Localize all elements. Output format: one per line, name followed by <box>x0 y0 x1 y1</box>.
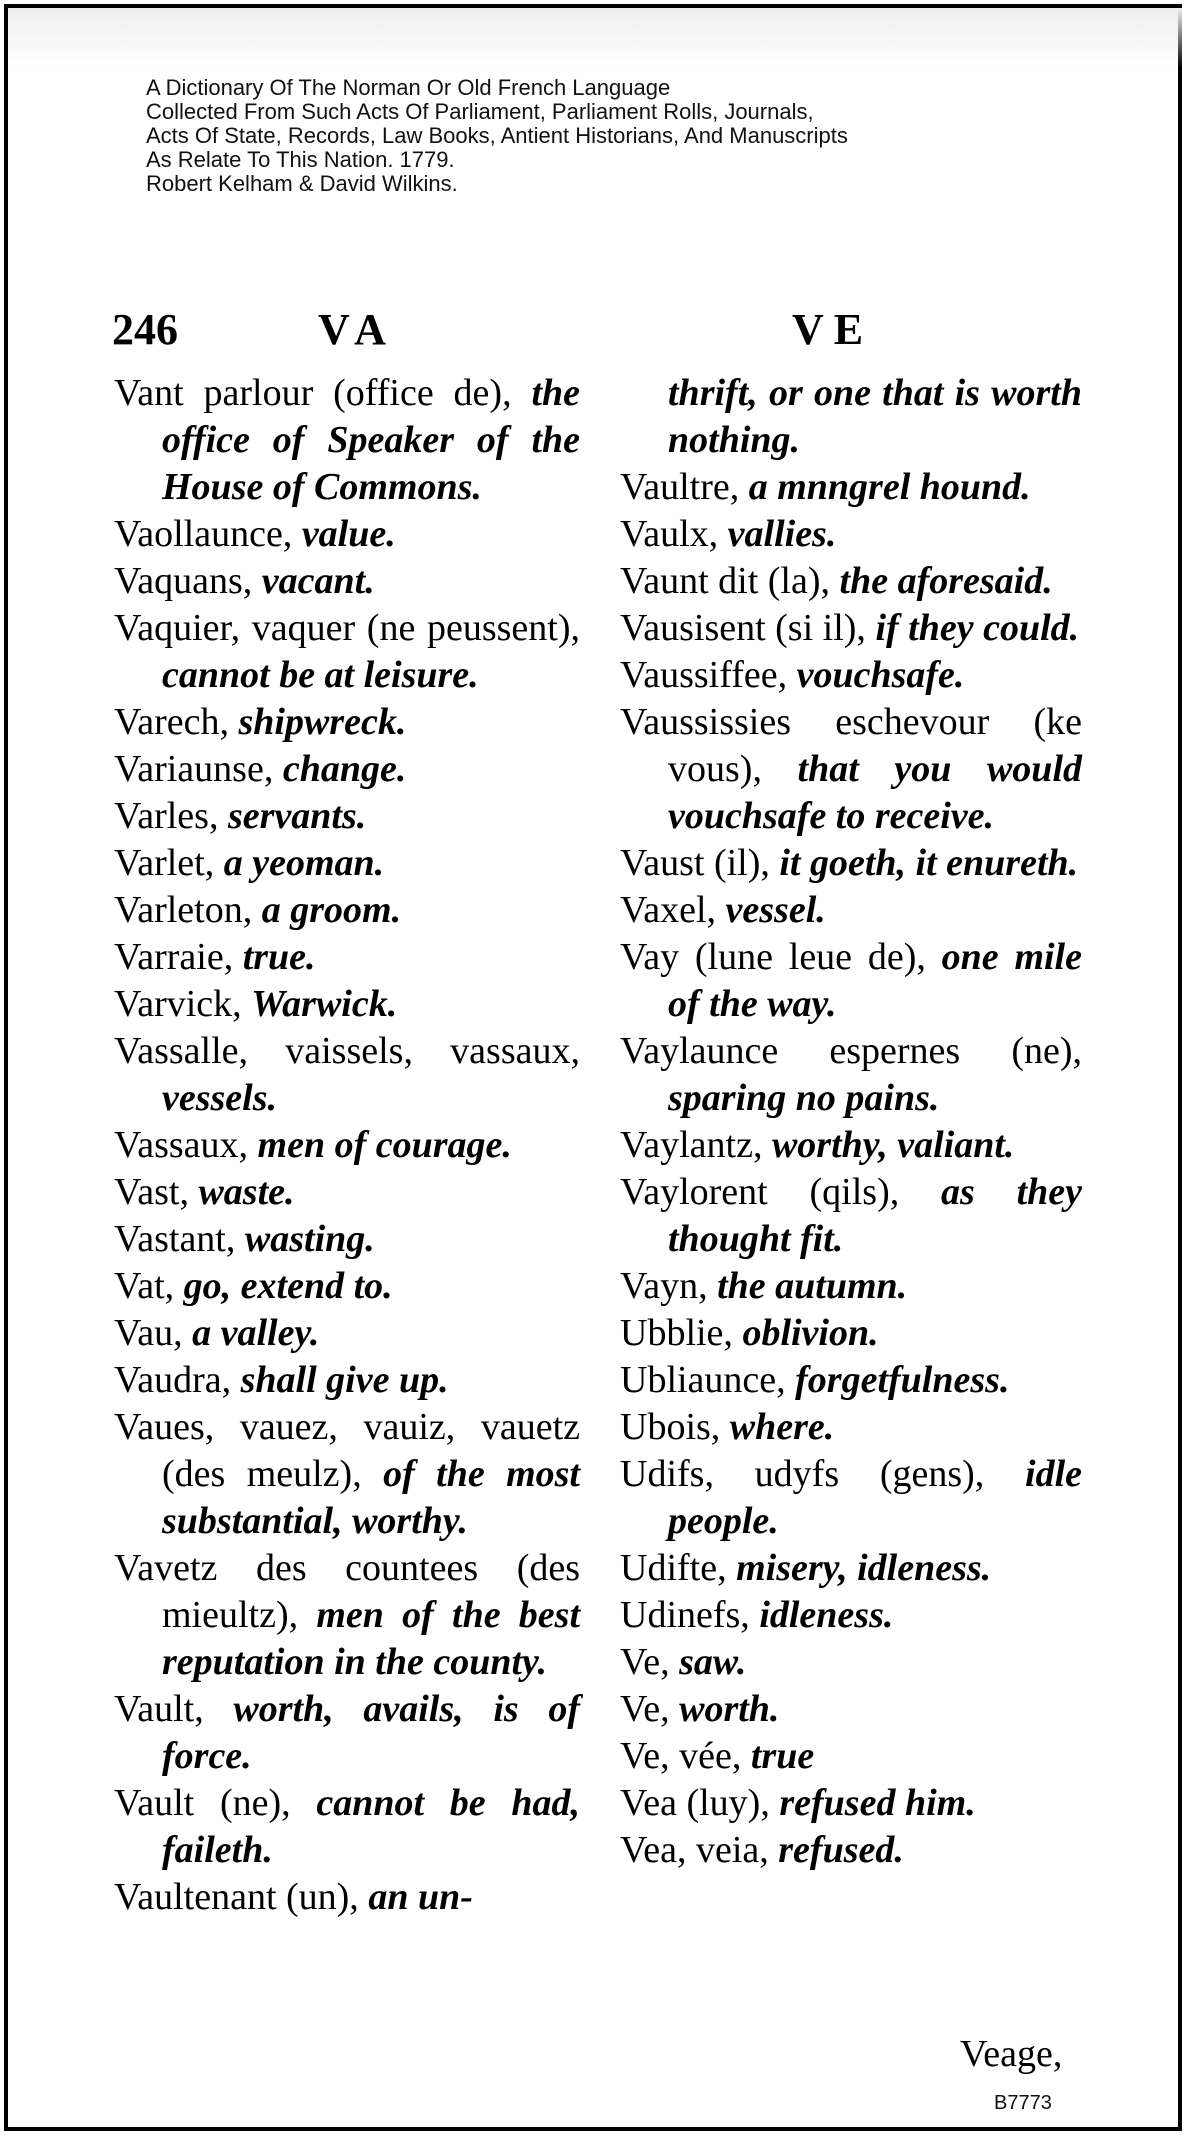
dictionary-entry <box>114 511 580 558</box>
entry-headword: Vaquans, <box>114 560 253 602</box>
dictionary-column-left <box>114 370 580 1921</box>
dictionary-entry <box>114 934 580 981</box>
entry-translation: cannot be at leisure. <box>162 654 479 696</box>
entry-headword: Ubois, <box>620 1406 721 1448</box>
entry-translation: refused him. <box>779 1782 976 1824</box>
entry-headword: Vault, <box>114 1688 204 1730</box>
entry-translation: vacant. <box>261 560 375 602</box>
dictionary-entry <box>114 1545 580 1686</box>
entry-headword: Vaollaunce, <box>114 513 293 555</box>
entry-headword: Udifs, udyfs (gens), <box>620 1453 985 1495</box>
entry-headword: Vau, <box>114 1312 183 1354</box>
entry-translation: true. <box>242 936 316 978</box>
entry-headword: Varleton, <box>114 889 253 931</box>
entry-translation: saw. <box>679 1641 747 1683</box>
entry-translation: waste. <box>198 1171 295 1213</box>
entry-translation: if they could. <box>875 607 1080 649</box>
dictionary-entry <box>114 981 580 1028</box>
dictionary-entry <box>620 1310 1082 1357</box>
entry-headword: Vaussissies eschevour (ke vous), <box>620 701 1082 790</box>
entry-translation: that you would vouchsafe to receive. <box>668 748 1082 837</box>
entry-translation: vouchsafe. <box>796 654 965 696</box>
entry-headword: Variaunse, <box>114 748 274 790</box>
entry-headword: Varvick, <box>114 983 242 1025</box>
dictionary-entry <box>114 605 580 699</box>
dictionary-entry <box>620 1592 1082 1639</box>
entry-translation: a valley. <box>192 1312 320 1354</box>
entry-headword: Vastant, <box>114 1218 236 1260</box>
entry-translation: vessel. <box>725 889 826 931</box>
entry-translation: of the most substantial, worthy. <box>162 1453 580 1542</box>
entry-headword: Vault (ne), <box>114 1782 291 1824</box>
entry-headword: Udifte, <box>620 1547 727 1589</box>
entry-translation: refused. <box>778 1829 904 1871</box>
entry-headword: Vausisent (si il), <box>620 607 866 649</box>
header-line: Collected From Such Acts Of Parliament, Parliament Rolls, Journals, <box>146 99 814 124</box>
entry-translation: value. <box>301 513 396 555</box>
header-line: A Dictionary Of The Norman Or Old French Language <box>146 75 671 100</box>
entry-headword: Ve, vée, <box>620 1735 742 1777</box>
catchword: Veage, <box>960 2033 1063 2075</box>
entry-translation: men of the best reputation in the county. <box>162 1594 581 1683</box>
entry-headword: Vaquier, vaquer (ne peussent), <box>114 607 580 649</box>
entry-translation: vallies. <box>727 513 837 555</box>
dictionary-entry <box>114 1404 580 1545</box>
entry-translation: worthy, valiant. <box>771 1124 1015 1166</box>
dictionary-entry <box>114 1780 580 1874</box>
entry-headword: Varraie, <box>114 936 234 978</box>
entry-translation: one mile of the way. <box>668 936 1082 1025</box>
entry-headword: Ve, <box>620 1641 670 1683</box>
entry-headword: Varech, <box>114 701 229 743</box>
dictionary-entry <box>114 793 580 840</box>
dictionary-entry <box>114 1169 580 1216</box>
entry-headword: Vaylantz, <box>620 1124 763 1166</box>
entry-translation: where. <box>729 1406 835 1448</box>
entry-translation: wasting. <box>244 1218 375 1260</box>
entry-translation: an un- <box>368 1876 473 1918</box>
dictionary-entry <box>620 1357 1082 1404</box>
entry-headword: Vavetz des countees (des mieultz), <box>114 1547 580 1636</box>
dictionary-entry <box>620 464 1082 511</box>
entry-headword: Vaussiffee, <box>620 654 788 696</box>
entry-headword: Vayn, <box>620 1265 708 1307</box>
dictionary-entry <box>620 1122 1082 1169</box>
entry-headword: Vaulx, <box>620 513 719 555</box>
entry-translation: Warwick. <box>251 983 398 1025</box>
dictionary-entry <box>114 558 580 605</box>
entry-translation: vessels. <box>162 1077 278 1119</box>
entry-translation: cannot be had, faileth. <box>162 1782 581 1871</box>
dictionary-entry <box>620 1827 1082 1874</box>
entry-translation: thrift, or one that is worth nothing. <box>668 372 1082 461</box>
dictionary-entry <box>114 1263 580 1310</box>
dictionary-entry <box>114 699 580 746</box>
dictionary-entry <box>620 605 1082 652</box>
dictionary-column-right <box>620 370 1082 1874</box>
dictionary-entry <box>114 1216 580 1263</box>
dictionary-entry <box>114 370 580 511</box>
entry-translation: go, extend to. <box>183 1265 393 1307</box>
dictionary-entry <box>620 840 1082 887</box>
entry-translation: the aforesaid. <box>839 560 1053 602</box>
dictionary-entry <box>114 1357 580 1404</box>
entry-headword: Vat, <box>114 1265 175 1307</box>
dictionary-entry <box>114 1874 580 1921</box>
entry-headword: Vaudra, <box>114 1359 232 1401</box>
entry-headword: Varles, <box>114 795 219 837</box>
dictionary-entry <box>620 699 1082 840</box>
entry-headword: Vaxel, <box>620 889 717 931</box>
entry-headword: Vaultre, <box>620 466 740 508</box>
header-block <box>146 76 1046 196</box>
entry-translation: worth. <box>679 1688 780 1730</box>
entry-headword: Vaust (il), <box>620 842 770 884</box>
entry-headword: Udinefs, <box>620 1594 750 1636</box>
entry-headword: Ubliaunce, <box>620 1359 786 1401</box>
dictionary-entry <box>620 1404 1082 1451</box>
dictionary-entry <box>114 1686 580 1780</box>
dictionary-entry <box>620 1263 1082 1310</box>
dictionary-entry <box>620 370 1082 464</box>
running-head-right: VE <box>792 305 874 354</box>
entry-headword: Vaunt dit (la), <box>620 560 831 602</box>
dictionary-entry <box>620 934 1082 1028</box>
entry-headword: Vassaux, <box>114 1124 249 1166</box>
entry-translation: men of courage. <box>257 1124 512 1166</box>
entry-translation: forgetfulness. <box>795 1359 1010 1401</box>
dictionary-entry <box>114 1310 580 1357</box>
entry-translation: shipwreck. <box>238 701 407 743</box>
entry-translation: the autumn. <box>717 1265 908 1307</box>
entry-headword: Vast, <box>114 1171 189 1213</box>
dictionary-entry <box>620 1451 1082 1545</box>
entry-translation: idle people. <box>668 1453 1082 1542</box>
entry-translation: misery, idleness. <box>736 1547 992 1589</box>
entry-headword: Ubblie, <box>620 1312 733 1354</box>
entry-translation: shall give up. <box>240 1359 449 1401</box>
dictionary-entry <box>114 1122 580 1169</box>
entry-translation: worth, avails, is of force. <box>162 1688 580 1777</box>
entry-translation: oblivion. <box>742 1312 879 1354</box>
header-line: Acts Of State, Records, Law Books, Antient Historians, And Manuscripts <box>146 123 848 148</box>
dictionary-entry <box>114 840 580 887</box>
entry-headword: Varlet, <box>114 842 215 884</box>
entry-translation: it goeth, it enureth. <box>779 842 1079 884</box>
entry-translation: as they thought fit. <box>668 1171 1083 1260</box>
dictionary-entry <box>620 558 1082 605</box>
running-head-left: VA <box>318 305 396 354</box>
dictionary-entry <box>620 1169 1082 1263</box>
dictionary-entry <box>114 1028 580 1122</box>
header-line: Robert Kelham & David Wilkins. <box>146 171 458 196</box>
dictionary-entry <box>620 1028 1082 1122</box>
entry-headword: Vay (lune leue de), <box>620 936 926 978</box>
dictionary-entry <box>620 1733 1082 1780</box>
page-number: 246 <box>112 305 178 354</box>
header-line: As Relate To This Nation. 1779. <box>146 147 455 172</box>
dictionary-entry <box>114 746 580 793</box>
dictionary-entry <box>620 1639 1082 1686</box>
scan-edge <box>8 8 1182 68</box>
entry-headword: Vaultenant (un), <box>114 1876 359 1918</box>
entry-translation: a mnngrel hound. <box>748 466 1031 508</box>
dictionary-entry <box>620 1780 1082 1827</box>
entry-translation: a groom. <box>261 889 402 931</box>
entry-headword: Vaylaunce espernes (ne), <box>620 1030 1082 1072</box>
entry-headword: Vaylorent (qils), <box>620 1171 900 1213</box>
entry-translation: servants. <box>227 795 367 837</box>
dictionary-entry <box>620 511 1082 558</box>
entry-headword: Vant parlour (office de), <box>114 372 512 414</box>
entry-translation: sparing no pains. <box>668 1077 940 1119</box>
entry-headword: Vea, veia, <box>620 1829 769 1871</box>
dictionary-entry <box>620 652 1082 699</box>
entry-headword: Ve, <box>620 1688 670 1730</box>
entry-translation: change. <box>282 748 407 790</box>
entry-translation: true <box>750 1735 815 1777</box>
entry-translation: idleness. <box>759 1594 894 1636</box>
entry-headword: Vassalle, vaissels, vassaux, <box>114 1030 580 1072</box>
dictionary-entry <box>114 887 580 934</box>
entry-headword: Vea (luy), <box>620 1782 770 1824</box>
dictionary-entry <box>620 1686 1082 1733</box>
entry-translation: the office of Speaker of the House of Commons. <box>162 372 581 508</box>
entry-headword: Vaues, vauez, vauiz, vauetz (des meulz), <box>114 1406 580 1495</box>
entry-translation: a yeoman. <box>223 842 385 884</box>
dictionary-entry <box>620 1545 1082 1592</box>
catalog-id: B7773 <box>994 2092 1052 2114</box>
dictionary-entry <box>620 887 1082 934</box>
